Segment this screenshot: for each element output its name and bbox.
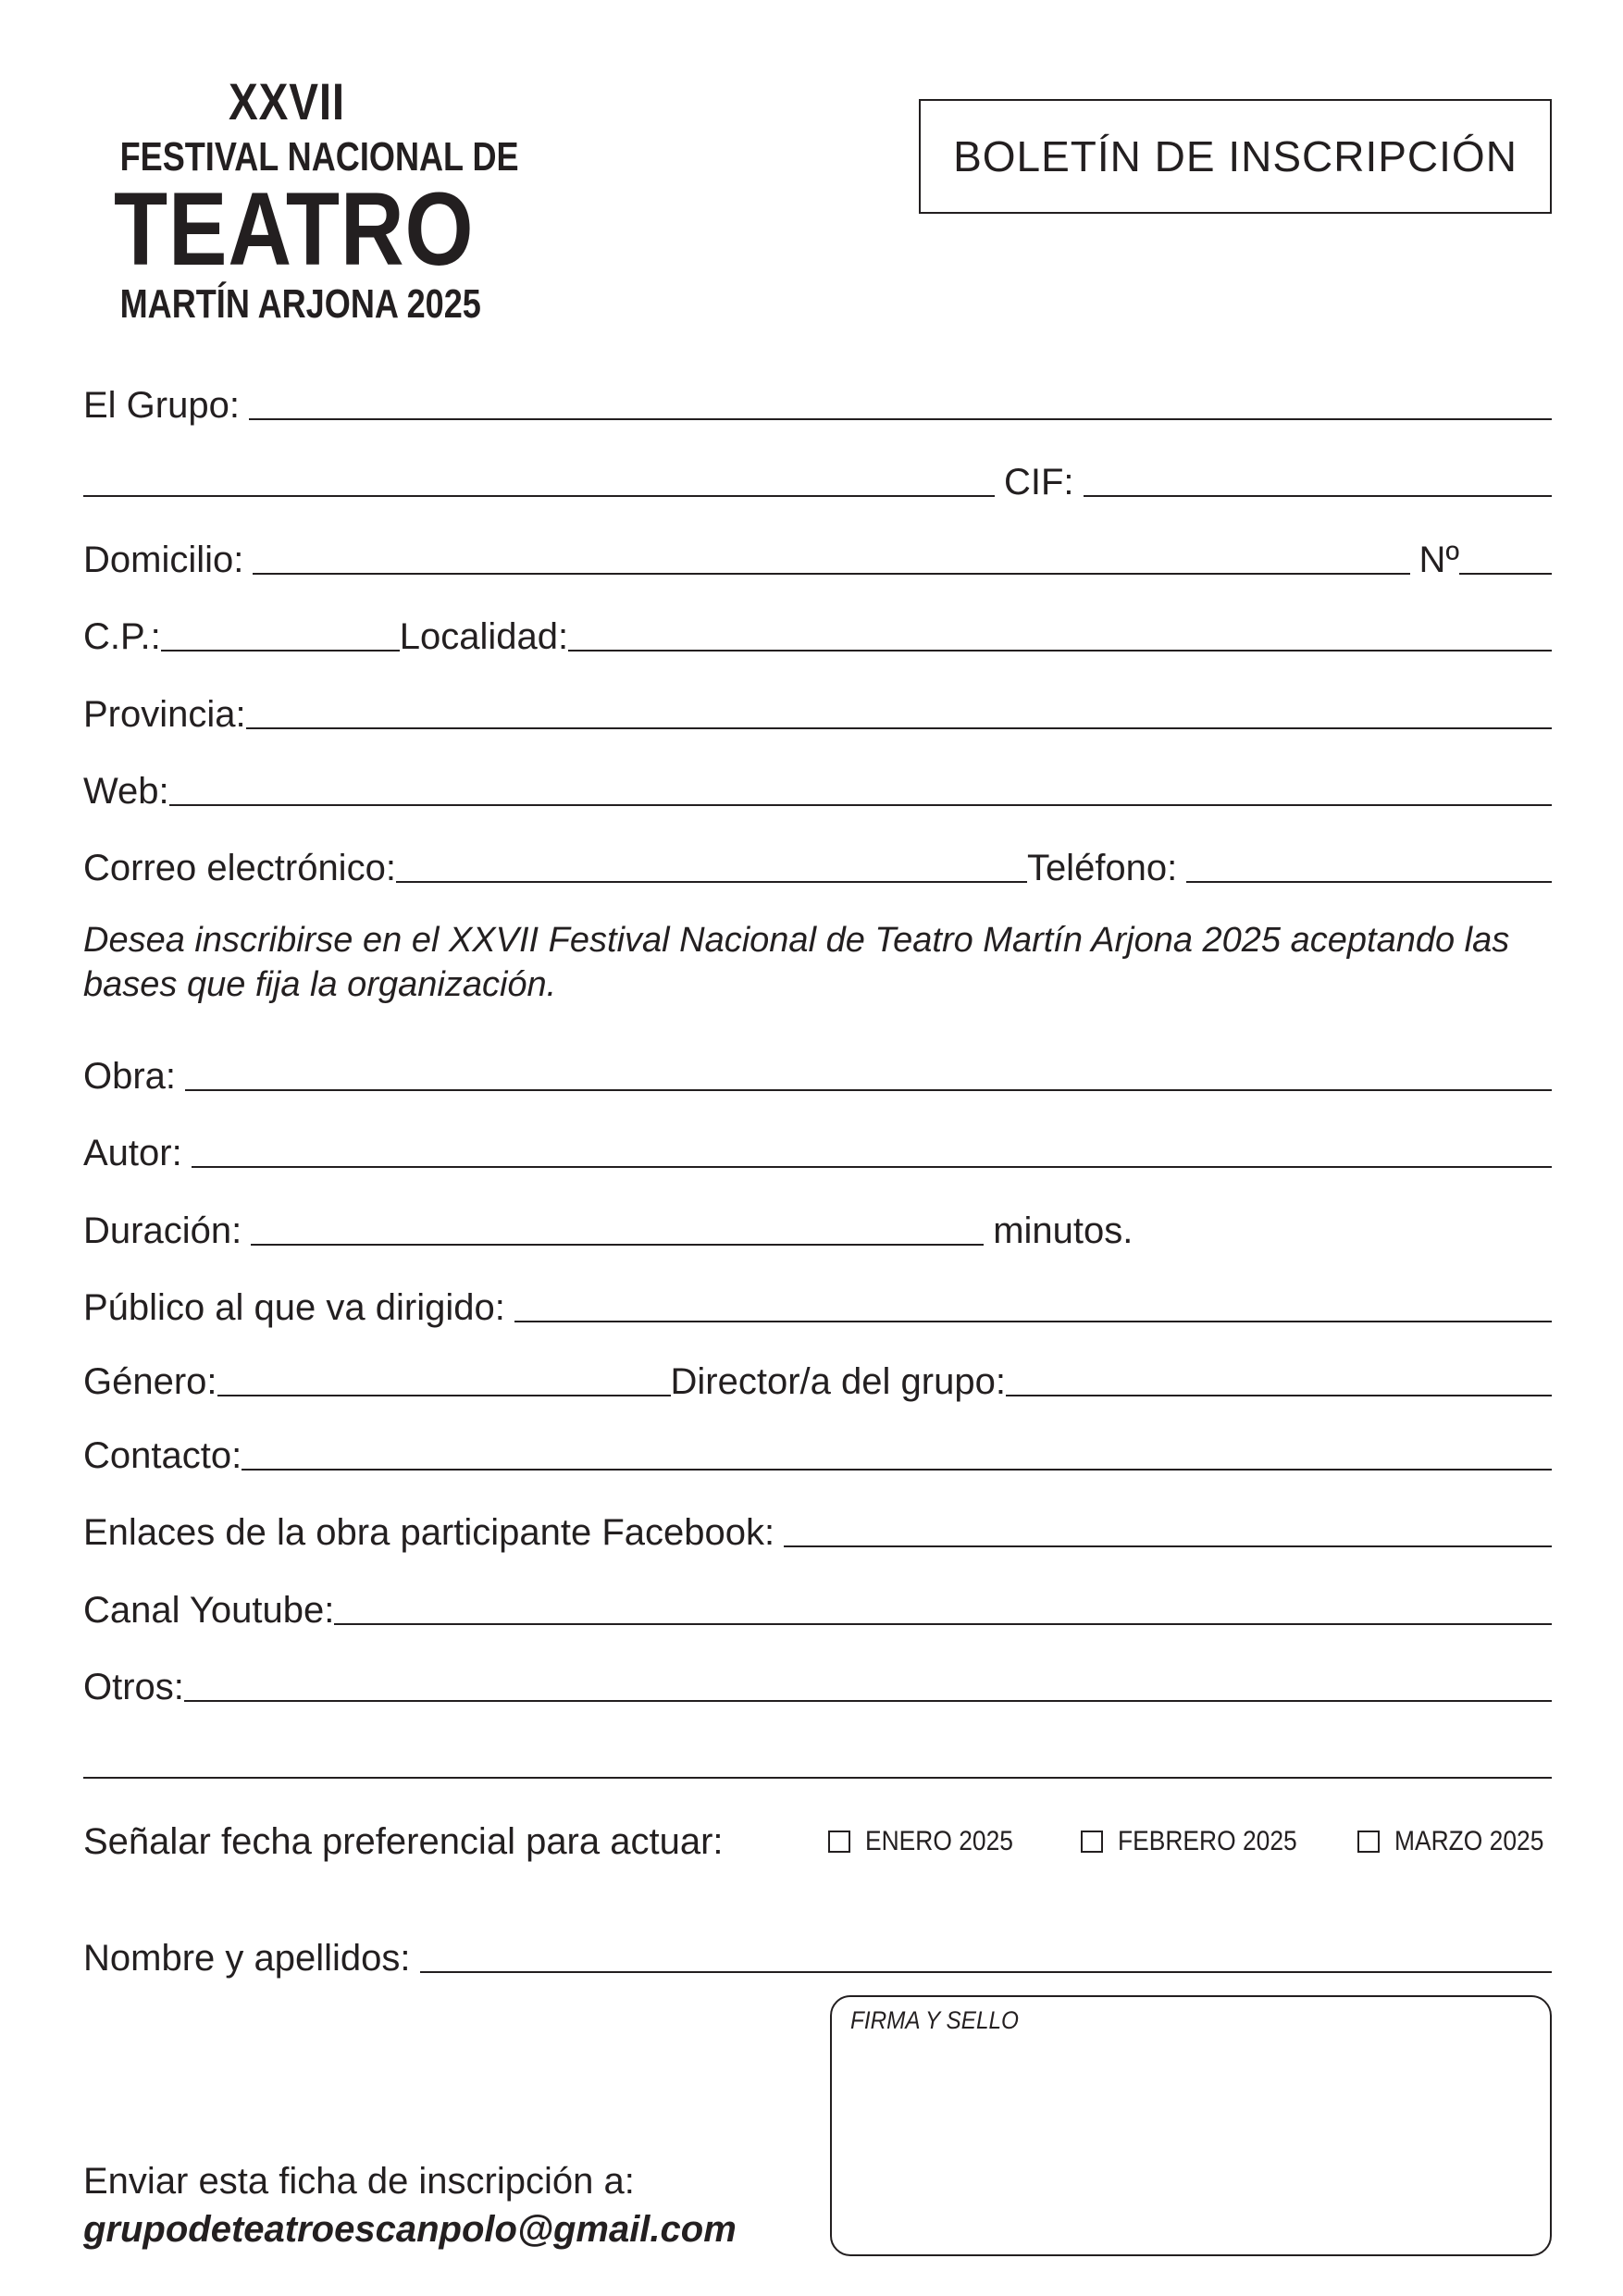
logo-teatro: TEATRO — [114, 171, 475, 287]
publico-field[interactable] — [514, 1321, 1552, 1322]
grupo-cif-row — [83, 447, 1552, 503]
facebook-field[interactable] — [784, 1545, 1552, 1547]
autor-row — [83, 1118, 1552, 1173]
duracion-field[interactable] — [251, 1244, 984, 1246]
send-instructions: Enviar esta ficha de inscripción a: — [83, 2161, 635, 2202]
telefono-label: Teléfono: — [1026, 848, 1178, 888]
nombre-row — [83, 1923, 1552, 1979]
numero-field[interactable] — [1459, 573, 1552, 575]
otros-field[interactable] — [184, 1700, 1552, 1702]
logo-festival-name: FESTIVAL NACIONAL DE — [119, 134, 519, 180]
minutos-label: minutos. — [993, 1210, 1134, 1251]
logo-martin-arjona: MARTÍN ARJONA 2025 — [119, 281, 481, 327]
web-row — [83, 756, 1552, 812]
cif-label: CIF: — [1004, 462, 1074, 503]
cp-field[interactable] — [161, 650, 400, 652]
publico-label: Público al que va dirigido: — [83, 1287, 505, 1328]
youtube-row — [83, 1575, 1552, 1631]
provincia-label: Provincia: — [83, 694, 246, 735]
obra-field[interactable] — [185, 1089, 1552, 1091]
grupo-label: El Grupo: — [83, 385, 240, 426]
facebook-label: Enlaces de la obra participante Facebook: — [83, 1512, 775, 1553]
obra-label: Obra: — [83, 1056, 177, 1097]
domicilio-row — [83, 525, 1552, 580]
provincia-row — [83, 679, 1552, 735]
correo-label: Correo electrónico: — [83, 848, 396, 888]
telefono-field[interactable] — [1186, 881, 1552, 883]
domicilio-field[interactable] — [253, 573, 1409, 575]
signature-caption: FIRMA Y SELLO — [850, 2006, 1019, 2034]
cp-localidad-row — [83, 602, 1552, 657]
option-febrero-label: FEBRERO 2025 — [1118, 1826, 1297, 1856]
provincia-field[interactable] — [246, 727, 1552, 729]
otros-continuation-field[interactable] — [83, 1777, 1552, 1779]
correo-telefono-row — [83, 833, 1552, 888]
cif-field[interactable] — [1084, 495, 1552, 497]
director-label: Director/a del grupo: — [670, 1361, 1006, 1402]
youtube-label: Canal Youtube: — [83, 1590, 335, 1631]
otros-row — [83, 1652, 1552, 1707]
grupo-row — [83, 370, 1552, 426]
numero-label: Nº — [1419, 540, 1459, 580]
duracion-row — [83, 1196, 1552, 1251]
option-febrero[interactable] — [1081, 1821, 1321, 1862]
contacto-label: Contacto: — [83, 1435, 242, 1476]
form-title: BOLETÍN DE INSCRIPCIÓN — [953, 132, 1518, 180]
genero-director-row — [83, 1347, 1552, 1402]
facebook-row — [83, 1497, 1552, 1553]
web-label: Web: — [83, 771, 169, 812]
option-enero-label: ENERO 2025 — [865, 1826, 1013, 1856]
obra-row — [83, 1041, 1552, 1097]
checkbox-icon[interactable] — [1357, 1831, 1380, 1853]
genero-label: Género: — [83, 1361, 217, 1402]
contact-email: grupodeteatroescanpolo@gmail.com — [83, 2209, 737, 2250]
contacto-row — [83, 1421, 1552, 1476]
option-marzo[interactable] — [1357, 1821, 1564, 1862]
festival-logo — [83, 72, 519, 328]
domicilio-label: Domicilio: — [83, 540, 244, 580]
otros-continuation-row — [83, 1729, 1552, 1784]
fecha-preferencial-row — [83, 1814, 1555, 1869]
nombre-field[interactable] — [420, 1971, 1553, 1973]
option-enero[interactable] — [828, 1821, 1034, 1862]
intro-statement: Desea inscribirse en el XXVII Festival Nacional de Teatro Martín Arjona 2025 aceptando las bases que fija la organización. — [83, 921, 1510, 1004]
grupo-field[interactable] — [249, 418, 1552, 420]
grupo-continuation-field[interactable] — [83, 495, 995, 497]
autor-field[interactable] — [192, 1166, 1552, 1168]
director-field[interactable] — [1006, 1395, 1552, 1396]
cp-label: C.P.: — [83, 616, 161, 657]
correo-field[interactable] — [396, 881, 1027, 883]
checkbox-icon[interactable] — [1081, 1831, 1103, 1853]
duracion-label: Duración: — [83, 1210, 242, 1251]
checkbox-icon[interactable] — [828, 1831, 850, 1853]
publico-row — [83, 1272, 1552, 1328]
localidad-label: Localidad: — [399, 616, 569, 657]
web-field[interactable] — [169, 804, 1552, 806]
logo-edition: XXVII — [229, 72, 345, 130]
localidad-field[interactable] — [568, 650, 1552, 652]
signature-box[interactable] — [830, 1995, 1552, 2256]
fecha-label: Señalar fecha preferencial para actuar: — [83, 1820, 724, 1862]
youtube-field[interactable] — [334, 1623, 1552, 1625]
contacto-field[interactable] — [242, 1469, 1552, 1471]
genero-field[interactable] — [217, 1395, 671, 1396]
autor-label: Autor: — [83, 1133, 182, 1173]
option-marzo-label: MARZO 2025 — [1394, 1826, 1544, 1856]
otros-label: Otros: — [83, 1667, 184, 1707]
nombre-label: Nombre y apellidos: — [83, 1938, 411, 1979]
form-title-box — [919, 99, 1552, 214]
